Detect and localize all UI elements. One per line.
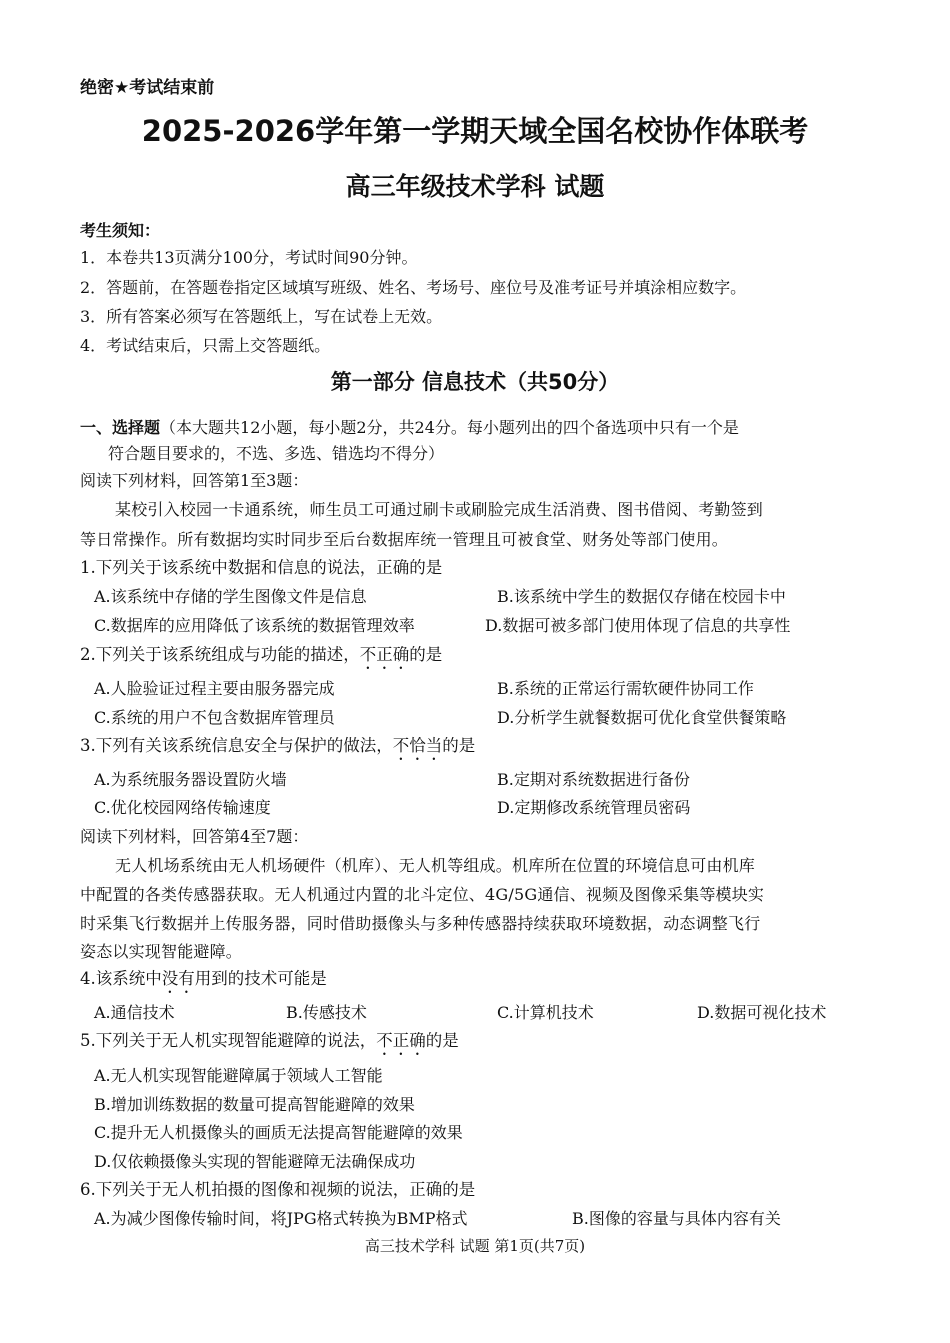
material2-line1: 无人机场系统由无人机场硬件（机库）、无人机等组成。机库所在位置的环境信息可由机库 [115,856,756,875]
secret-label: 绝密★考试结束前 [80,78,215,98]
q4-option-b: B.传感技术 [286,1003,367,1022]
q6-option-a: A.为减少图像传输时间，将JPG格式转换为BMP格式 [94,1209,468,1228]
material2-line3: 时采集飞行数据并上传服务器，同时借助摄像头与多种传感器持续获取环境数据，动态调整飞行 [80,914,761,933]
q3-stem-pre: 3.下列有关该系统信息安全与保护的做法， [80,736,393,755]
material2-intro: 阅读下列材料，回答第4至7题： [80,827,309,846]
section-desc-cont: 符合题目要求的，不选、多选、错选均不得分） [108,444,445,463]
q5-stem-post: 的是 [425,1031,459,1050]
q1-stem: 1.下列关于该系统中数据和信息的说法，正确的是 [80,558,443,577]
q3-stem [80,736,475,764]
section-label: 一、选择题 [80,418,161,437]
q6-stem: 6.下列关于无人机拍摄的图像和视频的说法，正确的是 [80,1180,476,1199]
q5-option-c: C.提升无人机摄像头的画质无法提高智能避障的效果 [94,1123,463,1142]
q3-option-a: A.为系统服务器设置防火墙 [94,770,287,789]
q4-option-c: C.计算机技术 [497,1003,594,1022]
section-desc: （本大题共12小题，每小题2分，共24分。每小题列出的四个备选项中只有一个是 [160,418,739,437]
page-footer: 高三技术学科 试题 第1页(共7页) [364,1237,586,1255]
q1-option-d: D.数据可被多部门使用体现了信息的共享性 [485,616,791,635]
q4-stem-pre: 4.该系统中 [80,969,162,988]
q5-stem [80,1031,459,1059]
notice-item-4: 4．考试结束后，只需上交答题纸。 [80,336,331,355]
q3-stem-post: 的是 [442,736,476,755]
q5-option-b: B.增加训练数据的数量可提高智能避障的效果 [94,1095,415,1114]
notice-heading: 考生须知： [80,221,161,240]
q3-option-d: D.定期修改系统管理员密码 [497,798,691,817]
notice-item-2: 2．答题前，在答题卷指定区域填写班级、姓名、考场号、座位号及准考证号并填涂相应数字。 [80,278,747,297]
q4-option-d: D.数据可视化技术 [697,1003,827,1022]
exam-title: 2025-2026学年第一学期天域全国名校协作体联考 [141,114,809,148]
q2-option-d: D.分析学生就餐数据可优化食堂供餐策略 [497,708,787,727]
q2-stem [80,645,442,673]
notice-item-1: 1．本卷共13页满分100分，考试时间90分钟。 [80,248,418,267]
material1-line2: 等日常操作。所有数据均实时同步至后台数据库统一管理且可被食堂、财务处等部门使用。 [80,530,729,549]
q2-option-b: B.系统的正常运行需软硬件协同工作 [497,679,754,698]
q4-option-a: A.通信技术 [94,1003,175,1022]
q5-stem-emphasis: 不正确 [376,1031,426,1050]
q1-option-a: A.该系统中存储的学生图像文件是信息 [94,587,367,606]
section-heading [80,418,739,437]
q5-option-d: D.仅依赖摄像头实现的智能避障无法确保成功 [94,1152,416,1171]
q3-stem-emphasis: 不恰当 [392,736,443,755]
q4-stem-emphasis: 没有 [161,969,195,988]
material1-intro: 阅读下列材料，回答第1至3题： [80,471,309,490]
material2-line2: 中配置的各类传感器获取。无人机通过内置的北斗定位、4G/5G通信、视频及图像采集等模块实 [80,885,765,904]
q4-stem [80,969,327,997]
notice-item-3: 3．所有答案必须写在答题纸上，写在试卷上无效。 [80,307,443,326]
q5-stem-pre: 5.下列关于无人机实现智能避障的说法， [80,1031,377,1050]
q3-option-c: C.优化校园网络传输速度 [94,798,271,817]
q5-option-a: A.无人机实现智能避障属于领域人工智能 [94,1066,383,1085]
q1-option-c: C.数据库的应用降低了该系统的数据管理效率 [94,616,415,635]
q6-option-b: B.图像的容量与具体内容有关 [572,1209,781,1228]
q4-stem-post: 用到的技术可能是 [194,969,327,988]
q2-option-c: C.系统的用户不包含数据库管理员 [94,708,335,727]
part-heading: 第一部分 信息技术（共50分） [330,370,620,394]
q2-option-a: A.人脸验证过程主要由服务器完成 [94,679,335,698]
q2-stem-post: 的是 [409,645,443,664]
q3-option-b: B.定期对系统数据进行备份 [497,770,690,789]
q1-option-b: B.该系统中学生的数据仅存储在校园卡中 [497,587,786,606]
material2-line4: 姿态以实现智能避障。 [80,942,243,961]
q2-stem-emphasis: 不正确 [359,645,410,664]
material1-line1: 某校引入校园一卡通系统，师生员工可通过刷卡或刷脸完成生活消费、图书借阅、考勤签到 [115,500,764,519]
q2-stem-pre: 2.下列关于该系统组成与功能的描述， [80,645,360,664]
exam-subtitle: 高三年级技术学科 试题 [345,172,605,201]
